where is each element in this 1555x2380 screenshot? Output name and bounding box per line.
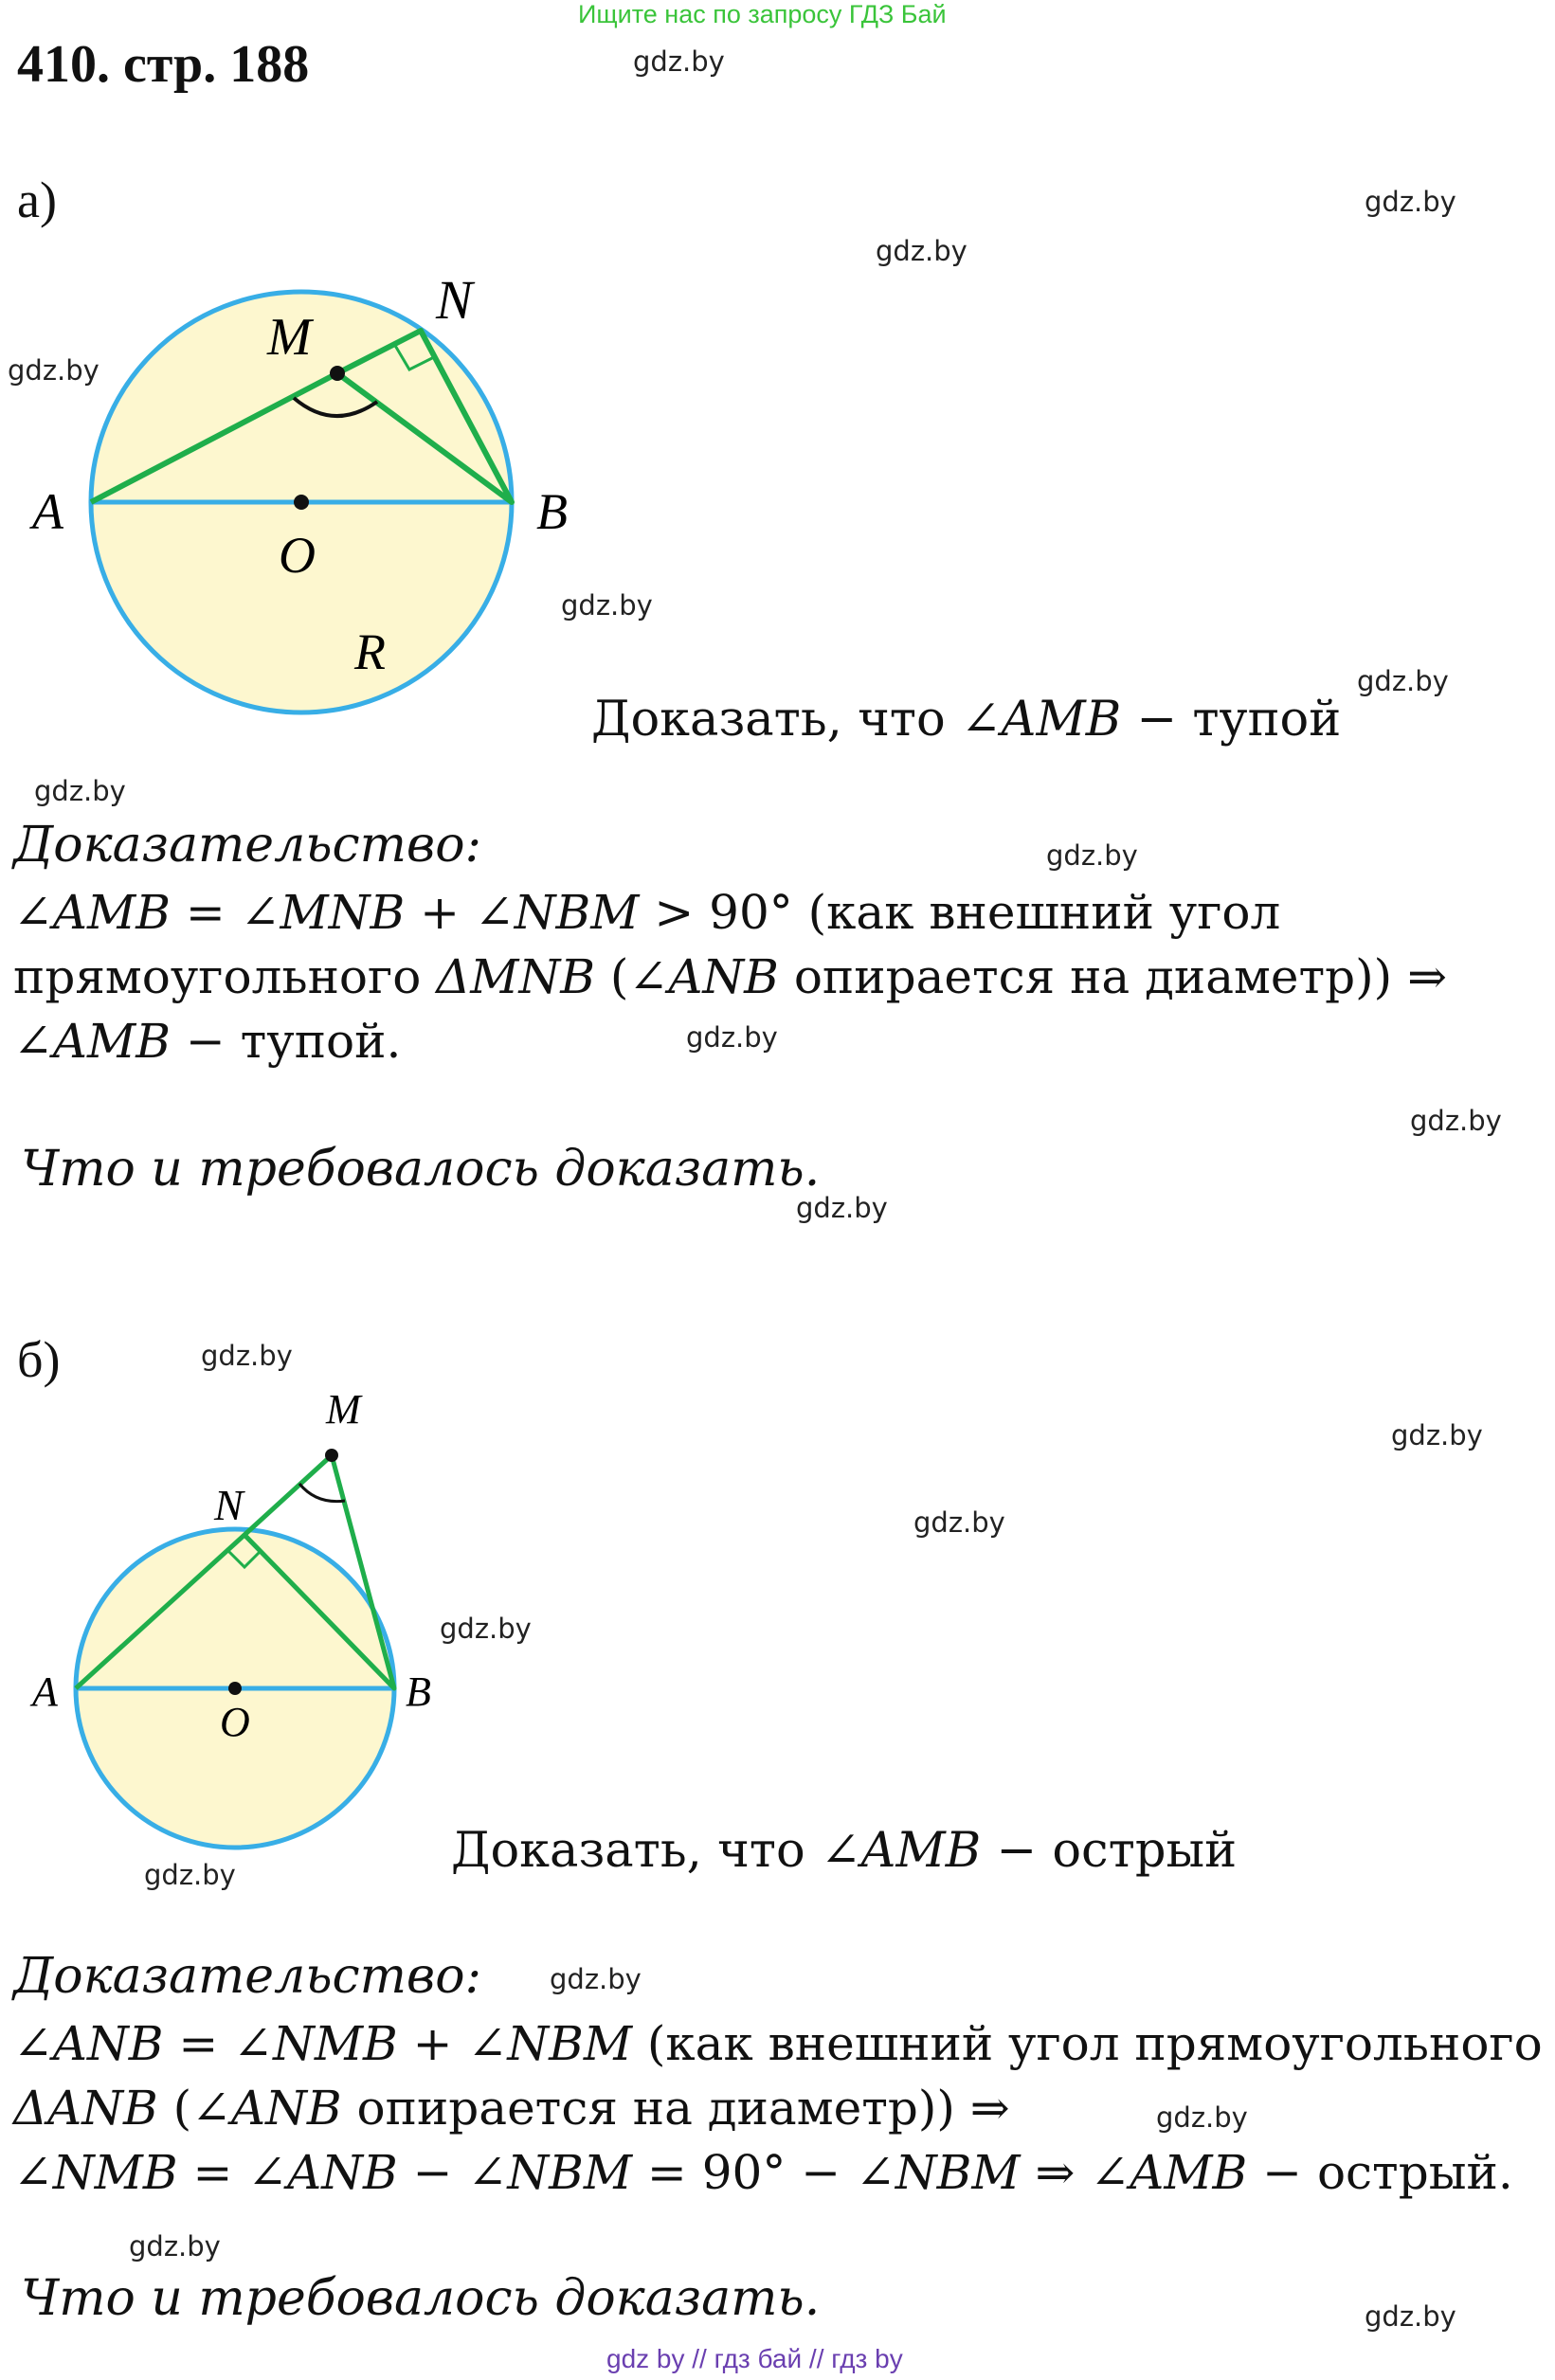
watermark: gdz.by bbox=[686, 1021, 778, 1054]
point-m-b bbox=[325, 1449, 338, 1462]
watermark: gdz.by bbox=[1365, 2300, 1456, 2333]
label-b-b: B bbox=[406, 1668, 431, 1715]
watermark: gdz.by bbox=[876, 235, 967, 267]
proof-b-line-1: ∠ANB = ∠NMB + ∠NBM (как внешний угол прямоугольного bbox=[13, 2016, 1543, 2071]
top-banner[interactable]: Ищите нас по запросу ГДЗ Бай bbox=[578, 0, 947, 28]
task-b: Доказать, что ∠AMB − острый bbox=[451, 1823, 1238, 1879]
figure-a bbox=[0, 246, 625, 739]
qed-a: Что и требовалось доказать. bbox=[21, 1141, 821, 1198]
watermark: gdz.by bbox=[561, 589, 653, 622]
proof-a-line-1: ∠AMB = ∠MNB + ∠NBM > 90° (как внешний угол bbox=[13, 885, 1281, 940]
proof-heading-a: Доказательство: bbox=[13, 817, 482, 874]
page-title: 410. стр. 188 bbox=[17, 35, 310, 94]
watermark: gdz.by bbox=[440, 1613, 532, 1645]
label-n: N bbox=[436, 269, 473, 331]
label-a-b: A bbox=[32, 1668, 58, 1715]
label-b: B bbox=[536, 483, 568, 540]
part-b-label: б) bbox=[17, 1331, 61, 1388]
point-o-b bbox=[228, 1682, 242, 1695]
watermark: gdz.by bbox=[1410, 1105, 1502, 1137]
watermark: gdz.by bbox=[550, 1963, 642, 1995]
proof-b-line-3: ∠NMB = ∠ANB − ∠NBM = 90° − ∠NBM ⇒ ∠AMB − острый. bbox=[13, 2145, 1513, 2200]
label-a: A bbox=[32, 483, 63, 540]
label-m-b: M bbox=[326, 1386, 361, 1433]
watermark: gdz.by bbox=[201, 1340, 293, 1372]
watermark: gdz.by bbox=[1156, 2101, 1248, 2134]
watermark: gdz.by bbox=[1391, 1419, 1483, 1451]
label-o: O bbox=[279, 527, 316, 584]
label-n-b: N bbox=[214, 1481, 244, 1529]
part-a-label: а) bbox=[17, 171, 57, 228]
proof-a-line-3: ∠AMB − тупой. bbox=[13, 1014, 402, 1069]
figure-b bbox=[0, 1383, 474, 1876]
watermark: gdz.by bbox=[796, 1192, 888, 1224]
proof-heading-b: Доказательство: bbox=[13, 1948, 482, 2005]
label-m: M bbox=[267, 308, 312, 367]
label-o-b: O bbox=[220, 1699, 250, 1745]
watermark: gdz.by bbox=[8, 354, 99, 387]
proof-b-line-2: ΔANB (∠ANB опирается на диаметр)) ⇒ bbox=[13, 2081, 1010, 2136]
task-a: Доказать, что ∠AMB − тупой bbox=[591, 692, 1342, 748]
watermark: gdz.by bbox=[144, 1859, 236, 1891]
watermark: gdz.by bbox=[1357, 665, 1449, 697]
point-o-a bbox=[294, 495, 309, 510]
label-r: R bbox=[354, 623, 386, 680]
watermark: gdz.by bbox=[34, 775, 126, 807]
watermark: gdz.by bbox=[913, 1506, 1005, 1539]
qed-b: Что и требовалось доказать. bbox=[21, 2270, 821, 2327]
watermark: gdz.by bbox=[129, 2230, 221, 2263]
point-m-a bbox=[330, 366, 345, 381]
watermark: gdz.by bbox=[1046, 839, 1138, 872]
watermark: gdz.by bbox=[633, 45, 725, 78]
proof-a-line-2: прямоугольного ΔMNB (∠ANB опирается на диаметр)) ⇒ bbox=[13, 949, 1447, 1004]
footer-links[interactable]: gdz by // гдз бай // гдз by bbox=[606, 2344, 903, 2373]
watermark: gdz.by bbox=[1365, 186, 1456, 218]
